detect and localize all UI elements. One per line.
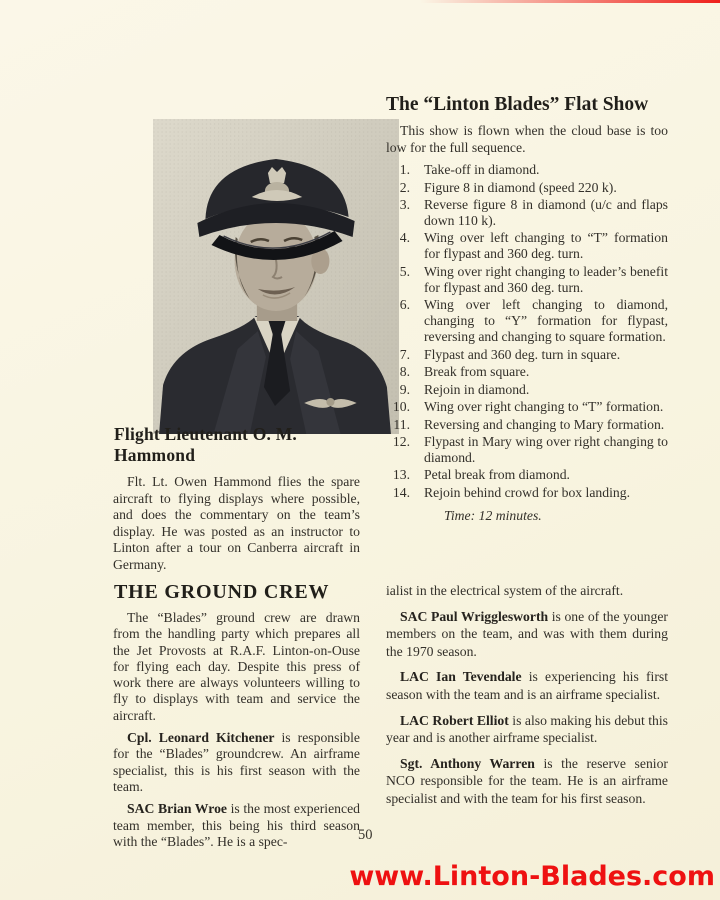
item-text: Wing over left changing to diamond, changing to “Y” formation for flypast, reversing and changing to square formation. xyxy=(424,297,668,345)
bio-paragraph: Flt. Lt. Owen Hammond flies the spare aircraft to flying displays where possible, and does the commentary on the team’s display. He was posted as an instructor to Linton after a tour on Canberra aircraft in Germany. xyxy=(113,474,360,572)
item-text: Wing over right changing to “T” formation. xyxy=(424,399,664,415)
flat-show-item xyxy=(386,467,668,483)
item-number: 10. xyxy=(392,399,410,415)
flat-show-item xyxy=(386,197,668,229)
ground-crew-continuation xyxy=(386,582,668,816)
flat-show-item xyxy=(386,297,668,345)
caption-line1: Flight Lieutenant O. M. xyxy=(114,424,298,444)
member-name: LAC Ian Tevendale xyxy=(400,669,522,685)
ground-crew-body xyxy=(113,610,360,856)
item-number: 5. xyxy=(399,263,410,279)
member-text: is responsible for the “Blades” groundcrew. An airframe specialist, this is his first season with the team. xyxy=(113,730,360,794)
ground-crew-member xyxy=(386,712,668,747)
flat-show-item xyxy=(386,434,668,466)
ground-crew-member xyxy=(386,668,668,703)
flat-show-list xyxy=(386,162,668,501)
item-number: 14. xyxy=(392,484,410,500)
caption-line2: Hammond xyxy=(114,445,196,465)
item-number: 3. xyxy=(399,197,410,212)
portrait-photo xyxy=(153,119,399,434)
item-text: Wing over right changing to leader’s benefit for flypast and 360 deg. turn. xyxy=(424,263,668,295)
ground-crew-heading: THE GROUND CREW xyxy=(114,581,330,603)
portrait-photo-illustration xyxy=(153,119,399,434)
member-text: is the most experienced team member, this being his third season with the “Blades”. He is a spec- xyxy=(113,801,360,849)
item-text: Flypast and 360 deg. turn in square. xyxy=(424,346,621,362)
flat-show-item xyxy=(386,162,668,178)
flat-show-section xyxy=(386,94,668,524)
flat-show-intro: This show is flown when the cloud base is too low for the full sequence. xyxy=(386,123,668,155)
member-text: is experiencing his first season with the team and is an airframe specialist. xyxy=(386,669,669,702)
member-name: Sgt. Anthony Warren xyxy=(400,755,535,771)
flat-show-time-note: Time: 12 minutes. xyxy=(444,507,542,523)
item-number: 1. xyxy=(399,162,410,177)
overflow-paragraph: ialist in the electrical system of the aircraft. xyxy=(386,583,624,598)
member-name: Cpl. Leonard Kitchener xyxy=(127,730,275,746)
item-number: 8. xyxy=(399,364,410,380)
item-text: Rejoin in diamond. xyxy=(424,381,530,397)
flat-show-item xyxy=(386,417,668,433)
item-number: 2. xyxy=(399,179,410,195)
ground-crew-member xyxy=(113,730,360,795)
ground-crew-member xyxy=(113,801,360,850)
flat-show-item xyxy=(386,485,668,501)
photo-caption xyxy=(114,424,366,466)
flat-show-item xyxy=(386,264,668,296)
flat-show-heading: The “Linton Blades” Flat Show xyxy=(386,94,649,115)
item-number: 9. xyxy=(399,381,410,397)
flat-show-item xyxy=(386,399,668,415)
item-number: 4. xyxy=(399,230,410,246)
member-name: SAC Brian Wroe xyxy=(127,801,227,817)
page-number: 50 xyxy=(358,827,373,843)
item-number: 11. xyxy=(393,416,410,432)
item-number: 12. xyxy=(392,434,410,450)
flat-show-item xyxy=(386,364,668,380)
item-number: 6. xyxy=(399,297,410,313)
flat-show-item xyxy=(386,382,668,398)
member-name: LAC Robert Elliot xyxy=(400,712,509,728)
item-number: 13. xyxy=(392,467,410,483)
watermark-url: www.Linton-Blades.com xyxy=(349,861,715,892)
ground-crew-intro: The “Blades” ground crew are drawn from the handling party which prepares all the Jet Provosts at R.A.F. Linton-on-Ouse for flying each day. Despite this press of work there are always volunteers willing to fly to displays with team and service the aircraft. xyxy=(113,610,360,723)
item-text: Flypast in Mary wing over right changing to diamond. xyxy=(424,434,668,465)
item-number: 7. xyxy=(399,346,410,362)
flat-show-item xyxy=(386,230,668,262)
member-text: is one of the younger members on the team, and was with them during the 1970 season. xyxy=(386,608,668,659)
scan-artifact-red-edge xyxy=(420,0,720,3)
item-text: Break from square. xyxy=(424,364,530,380)
member-text: is also making his debut this year and is another airframe specialist. xyxy=(386,712,668,746)
item-text: Reverse figure 8 in diamond (u/c and flaps down 110 k). xyxy=(424,197,668,228)
item-text: Take-off in diamond. xyxy=(424,162,540,177)
item-text: Petal break from diamond. xyxy=(424,467,570,483)
ground-crew-member xyxy=(386,608,668,661)
flat-show-item xyxy=(386,347,668,363)
member-text: is the reserve senior NCO responsible for the team. He is an airframe specialist and with the team for his first season. xyxy=(386,755,668,806)
flat-show-item xyxy=(386,180,668,196)
member-name: SAC Paul Wrigglesworth xyxy=(400,608,549,624)
item-text: Wing over left changing to “T” formation for flypast and 360 deg. turn. xyxy=(424,230,668,262)
item-text: Figure 8 in diamond (speed 220 k). xyxy=(424,179,617,195)
item-text: Reversing and changing to Mary formation. xyxy=(424,416,665,432)
ground-crew-member xyxy=(386,755,668,808)
item-text: Rejoin behind crowd for box landing. xyxy=(424,484,631,500)
